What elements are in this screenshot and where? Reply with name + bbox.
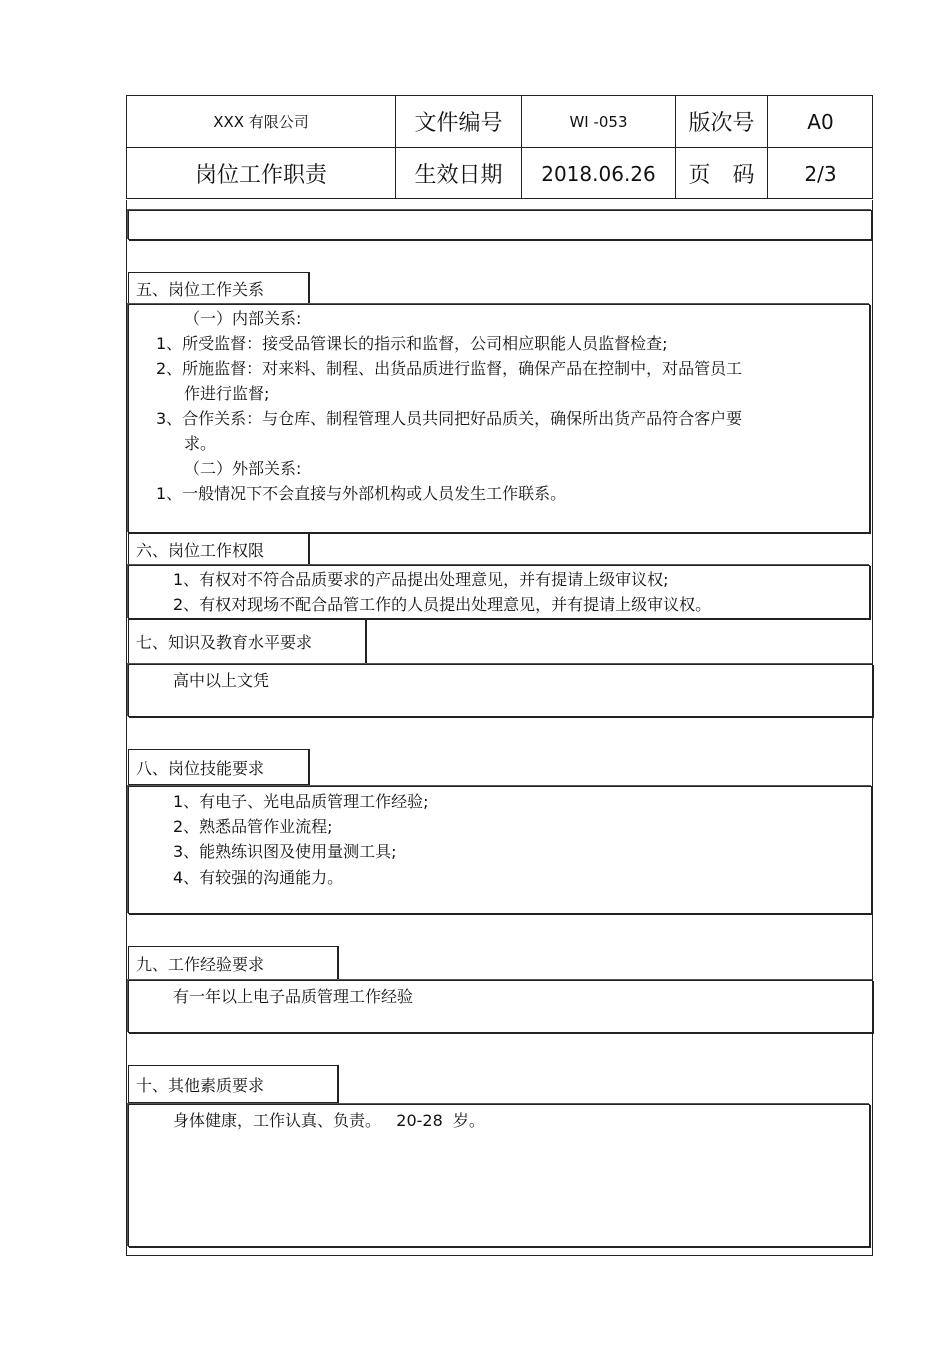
version-value: A0 bbox=[768, 96, 873, 148]
section-10-title: 十、其他素质要求 bbox=[128, 1065, 338, 1103]
document-header-table bbox=[126, 95, 873, 199]
section-5-title: 五、岗位工作关系 bbox=[128, 272, 309, 304]
section-9-title: 九、工作经验要求 bbox=[128, 946, 338, 980]
section-6-item-1: 1、有权对不符合品质要求的产品提出处理意见，并有提请上级审议权; bbox=[173, 570, 669, 589]
section-5-external-heading: （二）外部关系: bbox=[184, 459, 302, 478]
section-8-title: 八、岗位技能要求 bbox=[128, 749, 309, 785]
section-5-external-item-1: 1、一般情况下不会直接与外部机构或人员发生工作联系。 bbox=[156, 484, 567, 503]
effective-date-label: 生效日期 bbox=[396, 148, 522, 199]
section-7-title: 七、知识及教育水平要求 bbox=[128, 619, 366, 664]
section-5-item-2-cont: 作进行监督; bbox=[184, 384, 270, 403]
section-5-item-3: 3、合作关系：与仓库、制程管理人员共同把好品质关，确保所出货产品符合客户要 bbox=[156, 409, 743, 428]
doc-title: 岗位工作职责 bbox=[127, 148, 396, 199]
section-7-item-1: 高中以上文凭 bbox=[173, 671, 270, 690]
section-6-title: 六、岗位工作权限 bbox=[128, 533, 309, 565]
section-8-item-3: 3、能熟练识图及使用量测工具; bbox=[173, 842, 397, 861]
section-8-item-2: 2、熟悉品管作业流程; bbox=[173, 817, 333, 836]
section-5-item-3-cont: 求。 bbox=[184, 434, 217, 453]
page-number: 2/3 bbox=[804, 161, 837, 186]
section-6-item-2: 2、有权对现场不配合品管工作的人员提出处理意见，并有提请上级审议权。 bbox=[173, 595, 712, 614]
section-8-item-1: 1、有电子、光电品质管理工作经验; bbox=[173, 792, 429, 811]
section-8-item-4: 4、有较强的沟通能力。 bbox=[173, 868, 344, 887]
page-label: 页码 bbox=[676, 148, 768, 199]
section-9-item-1: 有一年以上电子品质管理工作经验 bbox=[173, 987, 414, 1006]
section-5-internal-heading: （一）内部关系: bbox=[184, 309, 302, 328]
version-label: 版次号 bbox=[676, 96, 768, 148]
section-5-item-1: 1、所受监督：接受品管课长的指示和监督，公司相应职能人员监督检查; bbox=[156, 334, 668, 353]
effective-date-value: 2018.06.26 bbox=[522, 148, 676, 199]
doc-no-label: 文件编号 bbox=[396, 96, 522, 148]
empty-box bbox=[128, 210, 872, 240]
company-name: XXX 有限公司 bbox=[127, 96, 396, 148]
doc-no-value: WI -053 bbox=[522, 96, 676, 148]
section-5-item-2: 2、所施监督：对来料、制程、出货品质进行监督，确保产品在控制中，对品管员工 bbox=[156, 359, 743, 378]
section-10-item-1: 身体健康，工作认真、负责。 20-28 岁。 bbox=[173, 1111, 485, 1130]
